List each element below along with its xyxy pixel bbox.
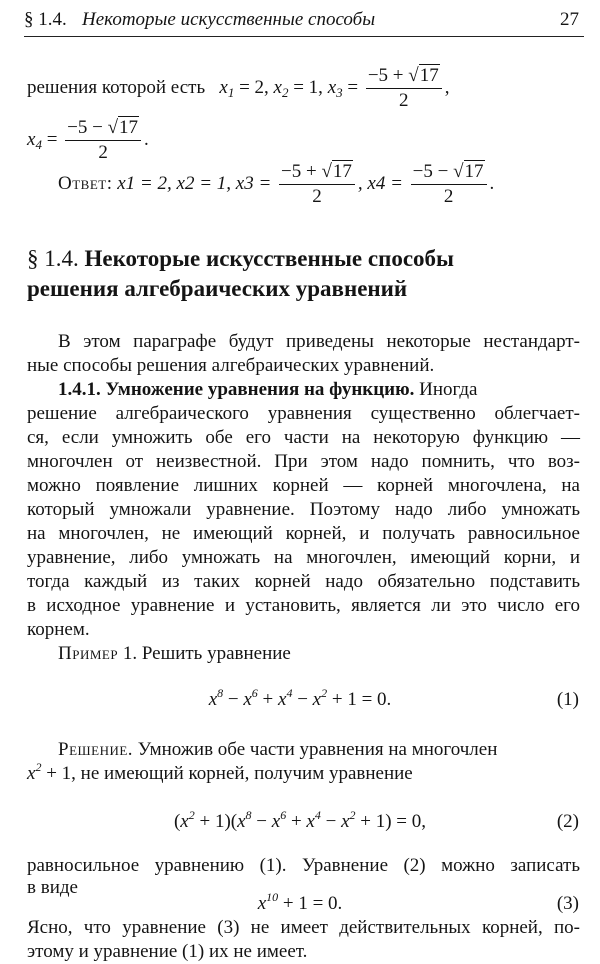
answer-fraction-plus bbox=[279, 160, 355, 209]
sqrt-sign: √ bbox=[453, 161, 464, 183]
sqrt-radicand: 17 bbox=[419, 65, 439, 87]
x1-expr bbox=[210, 77, 274, 98]
x3-sub: 3 bbox=[336, 85, 343, 100]
equation-1-number: (1) bbox=[556, 689, 579, 710]
equation-1: $x^8 - x^6 + x^4 - x^2 + 1 = 0$. bbox=[208, 686, 392, 710]
sqrt-sign: √ bbox=[408, 65, 419, 87]
sqrt-radicand: 17 bbox=[332, 161, 352, 183]
solution-line-1 bbox=[58, 738, 580, 762]
paragraph-line: на многочлен, не имеющий корней, и получать равносильное bbox=[27, 523, 580, 544]
answer-fraction-minus bbox=[411, 160, 487, 209]
x3-denominator: 2 bbox=[399, 90, 409, 112]
x3-expr bbox=[328, 77, 363, 98]
x4-sub: 4 bbox=[35, 137, 42, 152]
paragraph-line: уравнение, либо умножать на многочлен, имеющий корни, и bbox=[27, 547, 580, 568]
paragraph-line: можно появление лишних корней — корней многочлена, на bbox=[27, 475, 580, 496]
paragraph-line: Ясно, что уравнение (3) не имеет действительных корней, по- bbox=[27, 917, 580, 938]
example-line bbox=[58, 642, 580, 666]
section-heading-line-2 bbox=[27, 274, 580, 304]
equation-2-number: (2) bbox=[556, 811, 579, 832]
x4-equals: = bbox=[41, 129, 63, 150]
paragraph-text: Иногда bbox=[414, 379, 478, 400]
sqrt-sign: √ bbox=[107, 117, 119, 139]
roots-intro-text: решения которой есть bbox=[27, 77, 206, 98]
sqrt-radicand: 17 bbox=[119, 117, 139, 139]
solution-label: Решение. bbox=[58, 739, 134, 760]
answer-label: Ответ: bbox=[58, 173, 113, 194]
equation-3: $x^{10} + 1 = 0$. bbox=[257, 890, 343, 914]
paragraph-line: многочлен от неизвестной. При этом надо помнить, что воз- bbox=[27, 451, 580, 472]
paragraph-line: тогда каждый из таких корней надо обязательно подставить bbox=[27, 571, 580, 592]
x2-var: x bbox=[273, 77, 282, 98]
example-text: 1. Решить уравнение bbox=[118, 643, 291, 664]
section-heading-number: § 1.4. bbox=[27, 246, 79, 271]
answer-plus-denominator: 2 bbox=[312, 186, 322, 208]
answer-period: . bbox=[489, 173, 495, 194]
equation-2: $(x^2 + 1)(x^8 - x^6 + x^4 - x^2 + 1) = 0$, bbox=[173, 808, 427, 832]
paragraph-line: ные способы решения алгебраических уравнений. bbox=[27, 355, 435, 376]
solution-text-2: + 1, не имеющий корней, получим уравнение bbox=[41, 763, 413, 784]
x4-numerator bbox=[65, 116, 141, 141]
x2-sub: 2 bbox=[281, 85, 289, 100]
paragraph-line: в исходное уравнение и установить, является ли это число его bbox=[27, 595, 580, 616]
paragraph-line: в виде bbox=[27, 877, 78, 898]
solution-text: Умножив обе части уравнения на многочлен bbox=[133, 739, 498, 760]
answer-plus-numerator bbox=[279, 160, 355, 185]
answer-roots-line bbox=[58, 158, 580, 210]
answer-x4-text: , x4 = bbox=[357, 173, 408, 194]
answer-roots-text: x1 = 2, x2 = 1, x3 = bbox=[117, 173, 277, 194]
solution-line-2 bbox=[27, 762, 580, 786]
paragraph-line: корнем. bbox=[27, 619, 90, 640]
x4-numerator-text: −5 − bbox=[67, 117, 108, 139]
answer-minus-numerator-text: −5 − bbox=[412, 161, 454, 183]
paragraph-line: который умножали уравнение. Поэтому надо либо умножать bbox=[27, 499, 580, 520]
x4-var: x bbox=[27, 129, 36, 150]
x1-var: x bbox=[219, 77, 228, 98]
section-heading-line-1 bbox=[27, 244, 580, 274]
example-label: Пример bbox=[58, 643, 119, 664]
header-section-number: § 1.4. bbox=[24, 9, 67, 30]
x1-value: = 2, bbox=[234, 77, 274, 98]
answer-plus-numerator-text: −5 + bbox=[281, 161, 322, 183]
answer-minus-denominator: 2 bbox=[443, 186, 454, 208]
roots-comma: , bbox=[444, 77, 450, 98]
equation-3-number: (3) bbox=[556, 893, 579, 914]
header-rule bbox=[24, 36, 584, 37]
x1-sub: 1 bbox=[227, 85, 235, 100]
header-title: Некоторые искусственные способы bbox=[82, 9, 376, 30]
sqrt-sign: √ bbox=[321, 161, 332, 183]
section-heading-title-2: решения алгебраических уравнений bbox=[27, 276, 408, 301]
roots-line-1 bbox=[27, 62, 580, 114]
paragraph-line: ся, если умножить обе его части на некоторую функцию — bbox=[27, 427, 580, 448]
x2-expr bbox=[274, 77, 328, 98]
roots-period: . bbox=[144, 129, 149, 150]
section-heading-title-1: Некоторые искусственные способы bbox=[84, 246, 455, 271]
x3-equals: = bbox=[342, 77, 363, 98]
x3-var: x bbox=[327, 77, 337, 98]
x3-numerator bbox=[366, 64, 442, 89]
x3-numerator-text: −5 + bbox=[367, 65, 409, 87]
polynomial-x2: $x^2$ bbox=[27, 760, 42, 784]
sqrt-radicand: 17 bbox=[464, 161, 484, 183]
paragraph-line: равносильное уравнению (1). Уравнение (2) можно записать bbox=[27, 855, 580, 876]
answer-minus-numerator bbox=[411, 160, 487, 185]
running-header bbox=[24, 9, 579, 33]
paragraph-line: этому и уравнение (1) их не имеет. bbox=[27, 941, 308, 962]
paragraph-line: решение алгебраического уравнения существенно облегчает- bbox=[27, 403, 580, 424]
x4-denominator: 2 bbox=[98, 142, 108, 164]
x3-fraction bbox=[366, 64, 442, 113]
page-number: 27 bbox=[560, 9, 579, 30]
subsection-title: 1.4.1. Умножение уравнения на функцию. bbox=[58, 379, 415, 400]
x2-value: = 1, bbox=[288, 77, 328, 98]
paragraph-line: В этом параграфе будут приведены некоторые нестандарт- bbox=[58, 331, 580, 352]
subsection-title-line bbox=[58, 378, 580, 402]
x4-expr bbox=[27, 129, 62, 150]
